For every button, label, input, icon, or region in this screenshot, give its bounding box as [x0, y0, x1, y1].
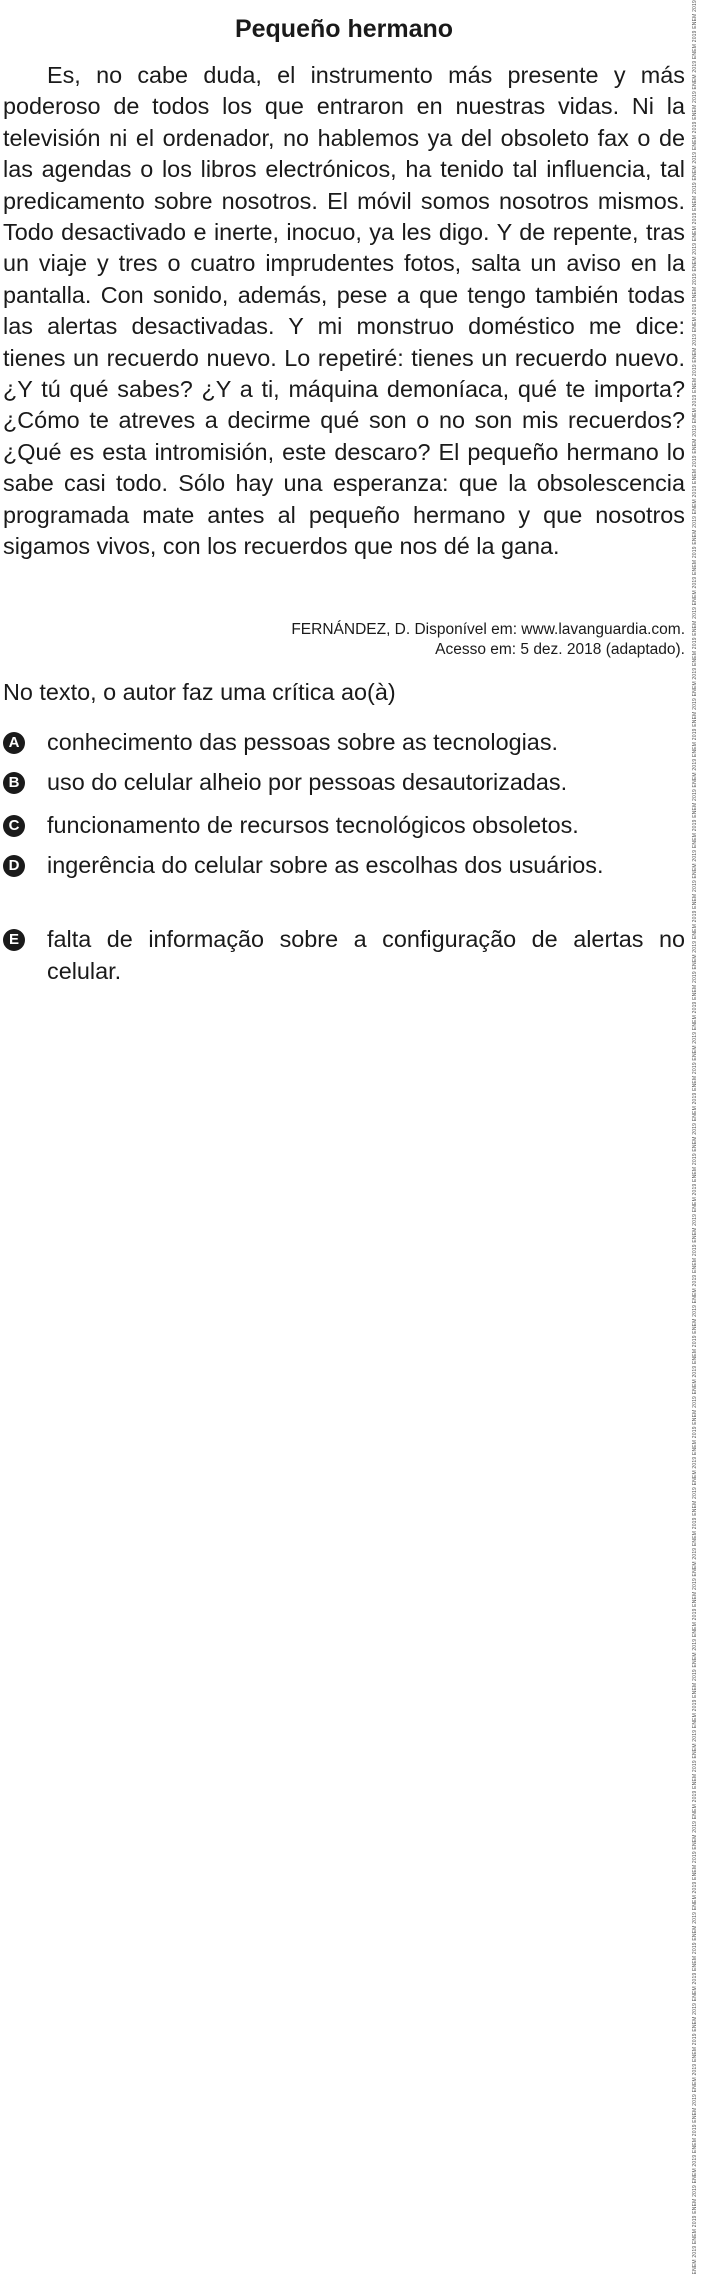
option-letter-badge: C: [3, 815, 25, 837]
option-letter-badge: B: [3, 772, 25, 794]
option-text: falta de informação sobre a configuração de alertas no celular.: [47, 926, 685, 984]
question-prompt: No texto, o autor faz uma crítica ao(à): [3, 679, 396, 705]
answer-option-e[interactable]: [3, 924, 685, 996]
option-letter-badge: E: [3, 929, 25, 951]
option-text: funcionamento de recursos tecnológicos obsoletos.: [47, 812, 579, 838]
answer-option-c[interactable]: [3, 810, 685, 850]
passage-text: Es, no cabe duda, el instrumento más presente y más poderoso de todos los que entraron en nuestras vidas. Ni la televisión ni el ordenador, no hablemos ya del obsoleto fax o de las agendas o los libros electrónicos, ha tenido tal influencia, tal predicamento sobre nosotros. El móvil somos nosotros mismos. Todo desactivado e inerte, inocuo, ya les digo. Y de repente, tras un viaje y tres o cuatro imprudentes fotos, salta un aviso en la pantalla. Con sonido, además, pese a que tengo también todas las alertas desactivadas. Y mi monstruo doméstico me dice: tienes un recuerdo nuevo. Lo repetiré: tienes un recuerdo nuevo. ¿Y tú qué sabes? ¿Y a ti, máquina demoníaca, qué te importa? ¿Cómo te atreves a decirme qué son o no son mis recuerdos? ¿Qué es esta intromisión, este descaro? El pequeño hermano lo sabe casi todo. Sólo hay una esperanza: que la obsolescencia programada mate antes al pequeño hermano y que nosotros sigamos vivos, con los recuerdos que nos dé la gana.: [3, 62, 685, 560]
source-citation: [291, 620, 685, 660]
answer-option-b[interactable]: [3, 767, 685, 810]
option-text: conhecimento das pessoas sobre as tecnologias.: [47, 729, 559, 755]
answer-options: [3, 727, 685, 996]
margin-watermark-text: ENEM 2019 ENEM 2019 ENEM 2019 ENEM 2019 ENEM 2019 ENEM 2019 ENEM 2019 ENEM 2019 ENEM 2019 ENEM 2019 ENEM 2019 ENEM 2019 ENEM 2019 ENEM 2019 ENEM 2019 ENEM 2019 ENEM 2019 ENEM 2019 ENEM 2019 ENEM 2019 ENEM 2019 ENEM 2019 ENEM 2019 ENEM 2019 ENEM 2019 ENEM 2019 ENEM 2019 ENEM 2019 ENEM 2019 ENEM 2019 ENEM 2019 ENEM 2019 ENEM 2019 ENEM 2019 ENEM 2019 ENEM 2019 ENEM 2019 ENEM 2019 ENEM 2019 ENEM 2019 ENEM 2019 ENEM 2019 ENEM 2019 ENEM 2019 ENEM 2019 ENEM 2019 ENEM 2019 ENEM 2019 ENEM 2019 ENEM 2019 ENEM 2019 ENEM 2019 ENEM 2019 ENEM 2019 ENEM 2019 ENEM 2019 ENEM 2019 ENEM 2019 ENEM 2019 ENEM 2019 ENEM 2019 ENEM 2019 ENEM 2019 ENEM 2019 ENEM 2019 ENEM 2019 ENEM 2019 ENEM 2019 ENEM 2019 ENEM 2019 ENEM 2019 ENEM 2019 ENEM 2019 ENEM 2019 ENEM 2019: [692, 0, 698, 2274]
option-letter-badge: A: [3, 732, 25, 754]
source-line: Acesso em: 5 dez. 2018 (adaptado).: [435, 641, 685, 658]
option-text: ingerência do celular sobre as escolhas dos usuários.: [47, 852, 604, 878]
passage-title: Pequeño hermano: [234, 15, 454, 43]
option-letter-badge: D: [3, 855, 25, 877]
option-text: uso do celular alheio por pessoas desautorizadas.: [47, 769, 568, 795]
answer-option-a[interactable]: [3, 727, 685, 767]
source-line: FERNÁNDEZ, D. Disponível em: www.lavanguardia.com.: [291, 621, 685, 638]
vertical-margin-strip: [688, 0, 702, 2274]
exam-page: [0, 0, 688, 1001]
answer-option-d[interactable]: [3, 850, 685, 924]
